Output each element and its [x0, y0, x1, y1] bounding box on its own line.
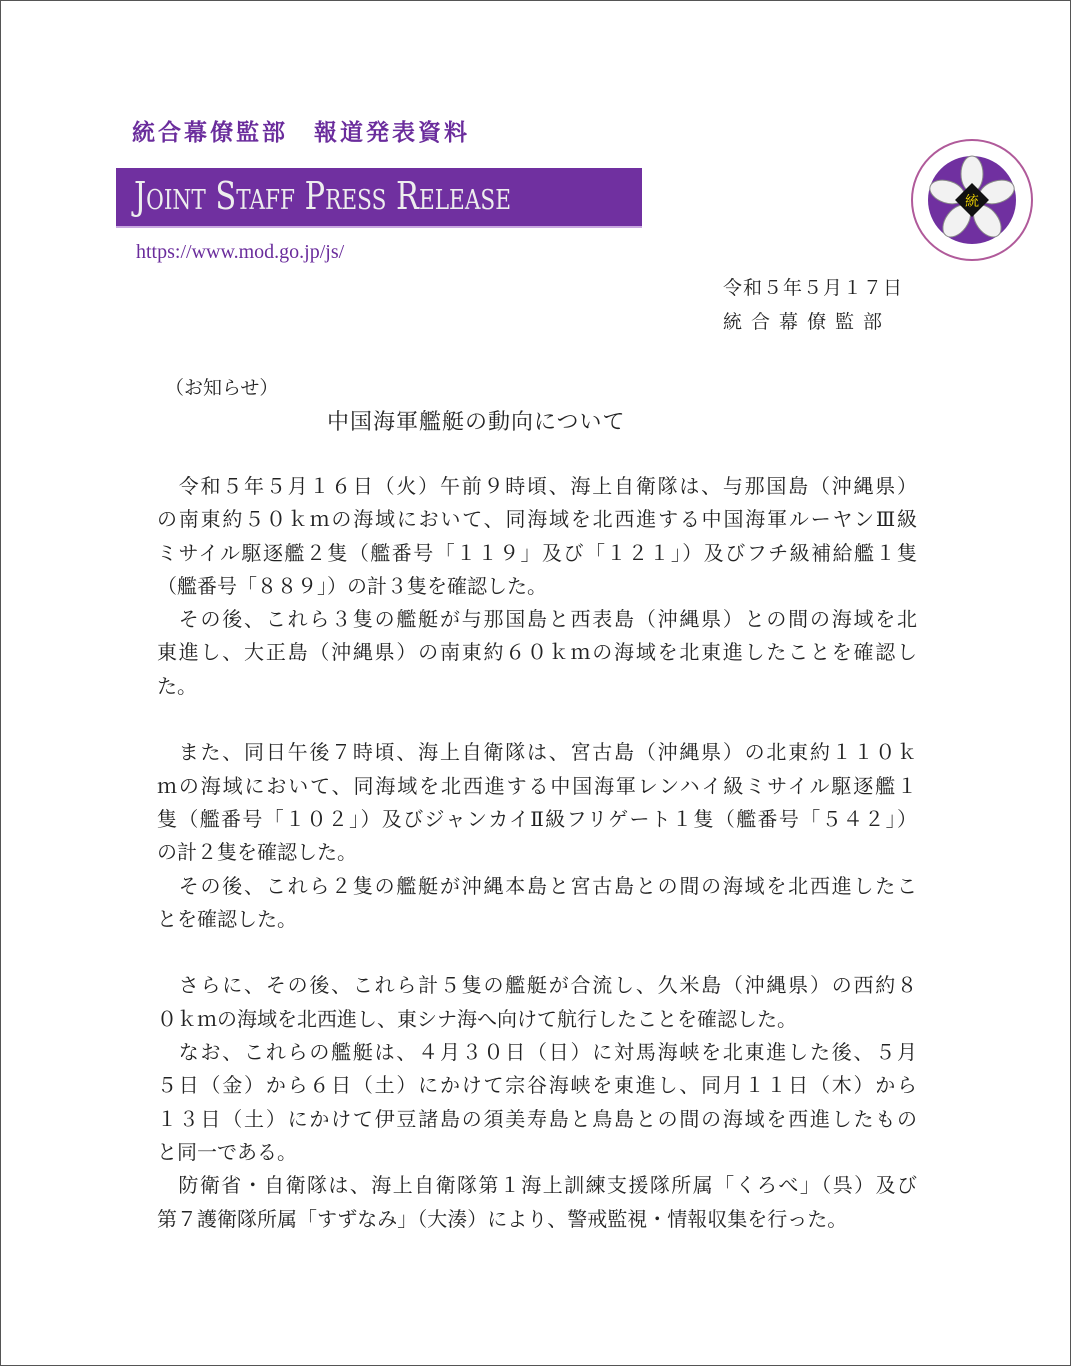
paragraph-gap: [157, 703, 917, 736]
body-text-line: 令和５年５月１６日（火）午前９時頃、海上自衛隊は、与那国島（沖縄県）: [157, 474, 917, 498]
press-release-banner: [116, 168, 642, 228]
body-text-line: の南東約５０ｋｍの海域において、同海域を北西進する中国海軍ルーヤンⅢ級: [157, 507, 917, 532]
joint-staff-seal-logo: [910, 138, 1034, 262]
body-text-line: 防衛省・自衛隊は、海上自衛隊第１海上訓練支援隊所属「くろべ」（呉）及び: [157, 1173, 917, 1198]
body-text-line: 第７護衛隊所属「すずなみ」（大湊）により、警戒監視・情報収集を行った。: [157, 1206, 848, 1231]
body-text-line: また、同日午後７時頃、海上自衛隊は、宮古島（沖縄県）の北東約１１０ｋ: [157, 740, 917, 765]
banner-text: Joint Staff Press Release: [134, 174, 511, 218]
body-text-line: ０ｋｍの海域を北西進し、東シナ海へ向けて航行したことを確認した。: [157, 1006, 797, 1031]
body-text-line: さらに、その後、これら計５隻の艦艇が合流し、久米島（沖縄県）の西約８: [157, 973, 917, 998]
paragraph: [157, 470, 917, 703]
body-text-line: その後、これら３隻の艦艇が与那国島と西表島（沖縄県）との間の海域を北: [157, 607, 917, 632]
body-text-line: 東進し、大正島（沖縄県）の南東約６０ｋｍの海域を北東進したことを確認し: [157, 640, 917, 665]
body-text-line: 隻（艦番号「１０２」）及びジャンカイⅡ級フリゲート１隻（艦番号「５４２」）: [157, 806, 917, 831]
body-text-line: と同一である。: [157, 1139, 297, 1164]
document-title: 中国海軍艦艇の動向について: [327, 410, 626, 435]
jp-header-title: 統合幕僚監部 報道発表資料: [132, 120, 470, 146]
paragraph: [157, 969, 917, 1235]
body-text-line: （艦番号「８８９」）の計３隻を確認した。: [157, 573, 547, 598]
body-text-line: その後、これら２隻の艦艇が沖縄本島と宮古島との間の海域を北西進したこ: [157, 873, 917, 898]
svg-text:統: 統: [965, 194, 979, 210]
document-body: [157, 470, 917, 1236]
body-text-line: なお、これらの艦艇は、４月３０日（日）に対馬海峡を北東進した後、５月: [157, 1040, 917, 1065]
issuing-organization: 統合幕僚監部: [723, 311, 892, 333]
body-text-line: ｍの海域において、同海域を北西進する中国海軍レンハイ級ミサイル駆逐艦１: [157, 773, 917, 798]
body-text-line: ミサイル駆逐艦２隻（艦番号「１１９」及び「１２１」）及びフチ級補給艦１隻: [157, 540, 917, 565]
website-link[interactable]: https://www.mod.go.jp/js/: [136, 241, 345, 263]
body-text-line: とを確認した。: [157, 906, 297, 931]
notice-label: （お知らせ）: [165, 377, 279, 399]
body-text-line: た。: [157, 673, 197, 698]
paragraph-gap: [157, 936, 917, 969]
body-text-line: ５日（金）から６日（土）にかけて宗谷海峡を東進し、同月１１日（木）から: [157, 1073, 917, 1098]
release-date: 令和５年５月１７日: [723, 277, 904, 299]
body-text-line: の計２隻を確認した。: [157, 840, 357, 865]
paragraph: [157, 736, 917, 936]
body-text-line: １３日（土）にかけて伊豆諸島の須美寿島と鳥島との間の海域を西進したもの: [157, 1106, 917, 1131]
